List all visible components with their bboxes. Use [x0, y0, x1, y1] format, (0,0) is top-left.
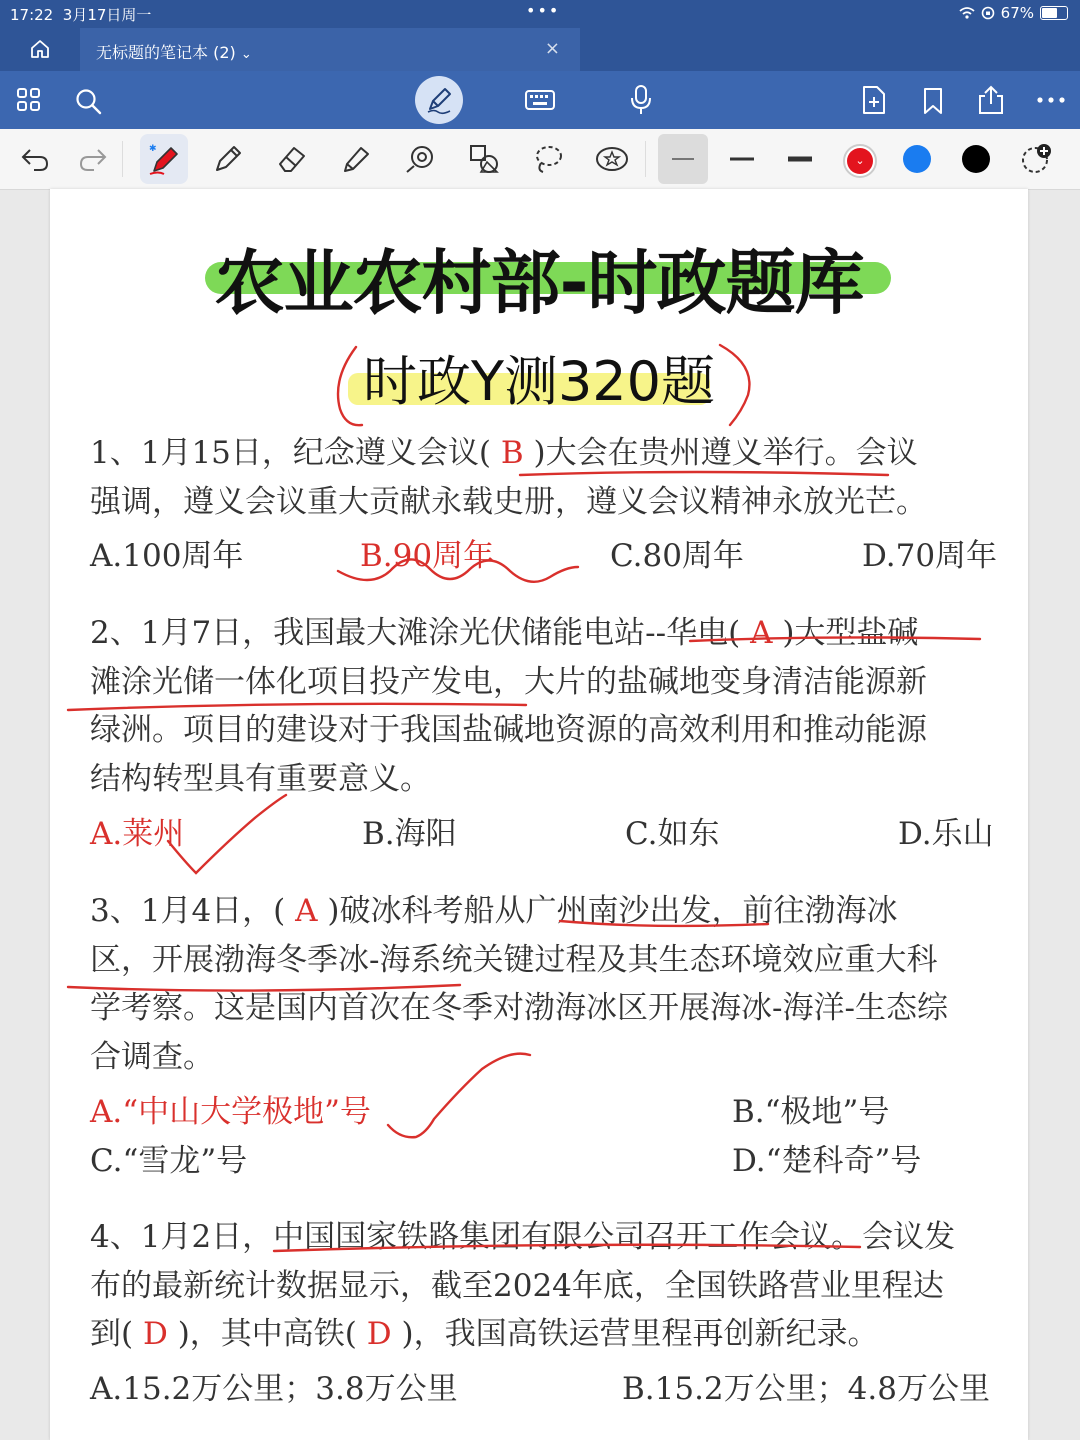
shapes-icon[interactable]	[464, 139, 504, 179]
question-text: )大会在贵州遵义举行。会议	[533, 435, 918, 471]
red-color-swatch[interactable]: ⌄	[847, 148, 873, 174]
document-subtitle: 时政Y测320题	[362, 350, 716, 413]
undo-icon[interactable]	[18, 143, 52, 175]
answer-mark: D	[366, 1316, 392, 1352]
option-d: D.“楚科奇”号	[732, 1143, 922, 1179]
tab-notebook[interactable]	[80, 28, 580, 71]
eraser-icon[interactable]	[272, 139, 312, 179]
option-b-answer: B.90周年	[360, 538, 495, 574]
thin-line-button[interactable]	[658, 134, 708, 184]
tab-close-button[interactable]: ×	[544, 38, 560, 59]
status-time-date	[10, 4, 151, 25]
thick-line-icon[interactable]	[782, 143, 818, 175]
redo-icon[interactable]	[76, 143, 110, 175]
pen-mode-icon	[424, 85, 454, 115]
q1-underline	[520, 472, 888, 475]
answer-mark: D	[142, 1316, 168, 1352]
question-text: 2、1月7日，我国最大滩涂光伏储能电站--华电(	[90, 615, 741, 651]
option-c: C.如东	[625, 816, 720, 852]
option-b: B.15.2万公里；4.8万公里	[622, 1371, 990, 1407]
pencil-icon[interactable]	[208, 139, 248, 179]
answer-mark: A	[750, 615, 773, 651]
subtitle-right-bracket	[720, 345, 749, 425]
q3-underline-2	[68, 985, 460, 991]
pen-mode-button[interactable]	[415, 76, 463, 124]
question-text: )大型盐碱	[782, 615, 919, 651]
question-text: 1、1月15日，纪念遵义会议(	[90, 435, 491, 471]
question-text: 布的最新统计数据显示，截至2024年底，全国铁路营业里程达	[90, 1267, 944, 1304]
question-text: 4、1月2日，中国国家铁路集团有限公司召开工作会议。会议发	[90, 1219, 956, 1255]
answer-mark: B	[500, 435, 524, 471]
main-toolbar	[0, 71, 1080, 129]
orientation-lock-icon	[981, 6, 995, 20]
q2-underline-1	[690, 637, 980, 641]
option-c: C.80周年	[610, 538, 744, 574]
blue-color-swatch[interactable]	[903, 145, 931, 173]
home-icon	[29, 38, 51, 60]
question-text: 合调查。	[90, 1038, 214, 1075]
black-color-swatch[interactable]	[962, 145, 990, 173]
home-button[interactable]	[20, 34, 60, 64]
question-text: )，其中高铁(	[177, 1316, 357, 1352]
note-page[interactable]	[50, 189, 1028, 1440]
status-time: 17:22	[10, 6, 54, 24]
handwritten-annotations	[50, 189, 1028, 1440]
share-icon[interactable]	[974, 83, 1008, 117]
option-a: A.15.2万公里；3.8万公里	[90, 1371, 458, 1407]
question-text: 3、1月4日，(	[90, 893, 286, 929]
question-text: )，我国高铁运营里程再创新纪录。	[401, 1316, 879, 1352]
question-text: 绿洲。项目的建设对于我国盐碱地资源的高效利用和推动能源	[90, 712, 927, 748]
q3-check-mark	[388, 1054, 530, 1138]
add-color-icon[interactable]	[1018, 141, 1054, 177]
lasso-icon[interactable]	[528, 139, 568, 179]
tab-title	[96, 40, 252, 63]
status-right	[959, 4, 1068, 22]
question-text: 区，开展渤海冬季冰-海系统关键过程及其生态环境效应重大科	[90, 941, 938, 978]
option-b: B.海阳	[362, 816, 457, 852]
subtitle-left-bracket	[338, 347, 362, 425]
q1-wavy-underline	[338, 559, 578, 581]
question-text: 学考察。这是国内首次在冬季对渤海冰区开展海冰-海洋-生态综	[90, 990, 948, 1026]
option-a-answer: A.莱州	[90, 816, 185, 852]
marker-icon[interactable]	[336, 139, 376, 179]
tab-bar	[0, 26, 1080, 71]
question-text: 强调，遵义会议重大贡献永载史册，遵义会议精神永放光芒。	[90, 483, 927, 520]
thin-line-icon	[658, 134, 708, 184]
q2-underline-2	[68, 704, 526, 710]
wifi-icon	[959, 7, 975, 19]
q4-underline	[274, 1245, 860, 1251]
sticker-icon[interactable]	[592, 139, 632, 179]
svg-text:✱: ✱	[149, 144, 157, 154]
option-b: B.“极地”号	[732, 1094, 890, 1130]
q3-underline-1	[560, 921, 768, 926]
keyboard-icon[interactable]	[522, 85, 558, 115]
question-text: )破冰科考船从广州南沙出发，前往渤海冰	[327, 893, 898, 929]
highlighter-pen-icon[interactable]	[144, 139, 184, 179]
document-title: 农业农村部-时政题库	[214, 242, 864, 324]
shape-icon[interactable]	[400, 139, 440, 179]
option-c: C.“雪龙”号	[90, 1143, 248, 1179]
question-text: 滩涂光储一体化项目投产发电，大片的盐碱地变身清洁能源新	[90, 663, 927, 700]
tab-title-text: 无标题的笔记本 (2)	[96, 43, 236, 62]
answer-mark: A	[295, 893, 318, 929]
add-page-icon[interactable]	[858, 83, 890, 117]
search-icon[interactable]	[72, 85, 104, 117]
medium-line-icon[interactable]	[724, 143, 760, 175]
microphone-icon[interactable]	[626, 83, 656, 117]
battery-percent: 67%	[1000, 4, 1034, 22]
question-text: 到(	[90, 1316, 134, 1352]
q2-check-mark	[168, 795, 286, 873]
status-date: 3月17日周一	[62, 6, 152, 24]
apps-grid-icon[interactable]	[14, 85, 44, 115]
chevron-down-icon: ⌄	[240, 47, 252, 62]
question-text: 结构转型具有重要意义。	[90, 760, 431, 797]
option-d: D.乐山	[898, 816, 994, 852]
drawing-toolbar	[0, 129, 1080, 190]
option-a: A.100周年	[90, 538, 244, 574]
multitasking-dots[interactable]: •••	[526, 1, 561, 20]
more-icon[interactable]	[1034, 89, 1068, 111]
status-bar	[0, 0, 1080, 26]
option-d: D.70周年	[862, 538, 998, 574]
bookmark-icon[interactable]	[918, 85, 948, 117]
battery-icon	[1040, 6, 1068, 20]
option-a-answer: A.“中山大学极地”号	[90, 1094, 371, 1130]
